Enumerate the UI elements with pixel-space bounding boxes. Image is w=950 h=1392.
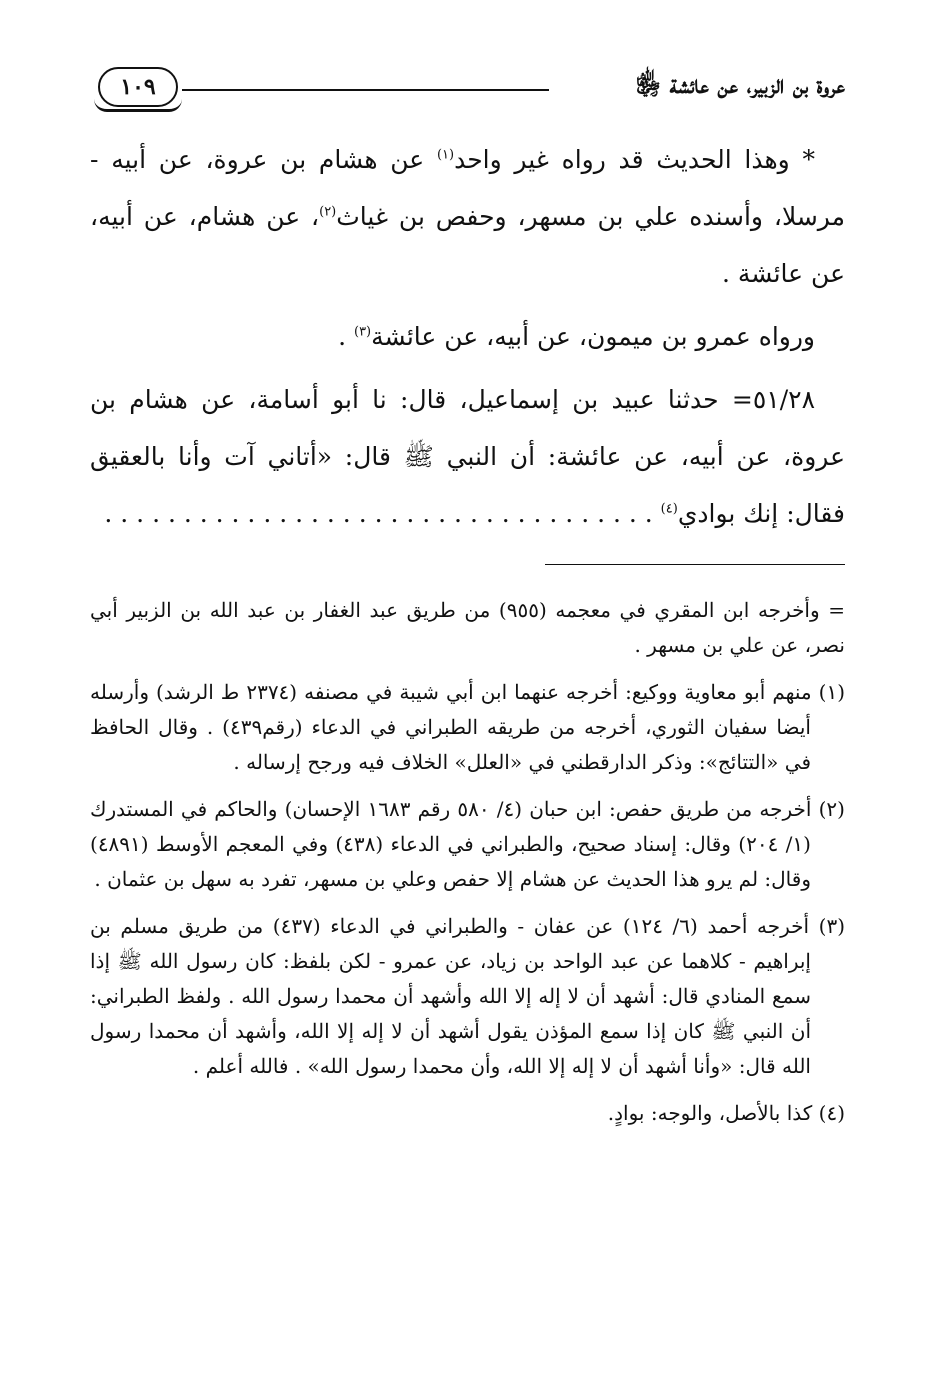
footnote-ref-1[interactable]: (١) bbox=[436, 147, 455, 163]
paragraph-amr-narration: ورواه عمرو بن ميمون، عن أبيه، عن عائشة$^{(٣)}$ . bbox=[338, 322, 815, 351]
footnote-ref-2[interactable]: (٢) bbox=[319, 204, 337, 220]
footnote-3: (٣) أخرجه أحمد (٦/ ١٢٤) عن عفان - والطبراني في الدعاء (٤٣٧) من طريق مسلم بن إبراهيم - كلاهما عن عبد الواحد بن زياد، عن عمرو - لكن بلفظ: كان رسول الله ﷺ إذا سمع المنادي قال: أشهد أن لا إله إلا الله وأشهد أن محمدا رسول الله . ولفظ الطبراني: أن النبي ﷺ كان إذا سمع المؤذن يقول أشهد أن لا إله إلا الله، وأشهد أن محمدا رسول الله قال: «وأنا أشهد أن لا إله إلا الله، وأن محمدا رسول الله» . فالله أعلم . bbox=[90, 914, 846, 1078]
header-rule bbox=[182, 89, 549, 91]
running-title: عروة بن الزبير، عن عائشة ﵂ bbox=[635, 70, 845, 99]
footnote-ref-3[interactable]: (٣) bbox=[353, 324, 372, 340]
running-header bbox=[90, 55, 845, 125]
footnote-2: (٢) أخرجه من طريق حفص: ابن حبان (٤/ ٥٨٠ رقم ١٦٨٣ الإحسان) والحاكم في المستدرك (١/ ٢٠٤) وقال: إسناد صحيح، والطبراني في الدعاء (٤٣٨) وفي المعجم الأوسط (٤٨٩١) وقال: لم يرو هذا الحديث عن هشام إلا حفص وعلي بن مسهر، تفرد به سهل بن عثمان . bbox=[90, 797, 845, 891]
main-text bbox=[90, 131, 845, 542]
footnotes bbox=[90, 593, 845, 1131]
paragraph-hadith-51-28: ٥١/٢٨= حدثنا عبيد بن إسماعيل، قال: نا أبو أسامة، عن هشام بن عروة، عن أبيه، عن عائشة: أن النبي ﷺ قال: «أتاني آت وأنا بالعقيق فقال: إنك بوادي$^{(٤)}$ . . . . . . . . . . . . . . . . . . . . . . . . . . . . . . . . . . . bbox=[90, 385, 845, 528]
ellipsis-dots: . . . . . . . . . . . . . . . . . . . . . . . . . . . . . . . . . . . bbox=[104, 499, 661, 528]
footnote-1: (١) منهم أبو معاوية ووكيع: أخرجه عنهما ابن أبي شيبة في مصنفه (٢٣٧٤ ط الرشد) وأرسله أيضا سفيان الثوري، أخرجه من طريقه الطبراني في الدعاء (رقم٤٣٩) . وقال الحافظ في «التتائج»: وذكر الدارقطني في «العلل» الخلاف فيه ورجح إرساله . bbox=[90, 680, 845, 774]
page-number-badge: ١٠٩ bbox=[98, 67, 178, 107]
paragraph-isnad-note: * وهذا الحديث قد رواه غير واحد$^{(١)}$ عن هشام بن عروة، عن أبيه - مرسلا، وأسنده علي بن مسهر، وحفص بن غياث$^{(٢)}$، عن هشام، عن أبيه، عن عائشة . bbox=[90, 145, 845, 288]
footnote-ref-4[interactable]: (٤) bbox=[660, 501, 678, 517]
book-page bbox=[90, 55, 845, 1143]
footnote-separator bbox=[545, 564, 845, 565]
footnote-continued: = وأخرجه ابن المقري في معجمه (٩٥٥) من طريق عبد الغفار بن عبد الله بن الزبير أبي نصر، عن علي بن مسهر . bbox=[90, 598, 846, 657]
footnote-4: (٤) كذا بالأصل، والوجه: بوادٍ. bbox=[607, 1101, 845, 1125]
